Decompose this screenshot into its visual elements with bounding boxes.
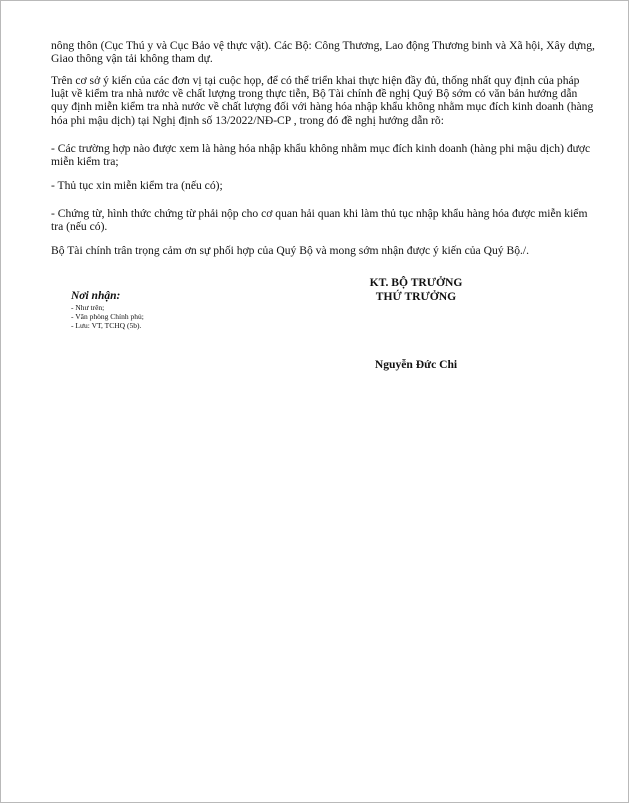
paragraph-item-documents: - Chứng từ, hình thức chứng từ phải nộp cho cơ quan hải quan khi làm thủ tục nhập khẩu hàng hóa được miễn kiểm tra (nếu có). [51, 207, 588, 234]
paragraph-item-cases: - Các trường hợp nào được xem là hàng hóa nhập khẩu không nhằm mục đích kinh doanh (hàng phi mậu dịch) được miễn kiểm tra; [51, 142, 591, 169]
signature-line-1: KT. BỘ TRƯỞNG [369, 276, 463, 289]
recipients-label: Nơi nhận: [71, 290, 121, 302]
paragraph-closing: Bộ Tài chính trân trọng cảm ơn sự phối hợp của Quý Bộ và mong sớm nhận được ý kiến của Quý Bộ./. [51, 244, 530, 257]
recipient-item: - Văn phòng Chính phủ; [71, 312, 231, 321]
signer-name: Nguyễn Đức Chi [374, 358, 458, 371]
recipients-list [71, 303, 231, 330]
recipient-item: - Lưu: VT, TCHQ (5b). [71, 321, 231, 330]
signature-line-2: THỨ TRƯỞNG [375, 289, 457, 303]
recipient-item: - Như trên; [71, 303, 231, 312]
recipients-block [71, 290, 231, 330]
signature-title [331, 276, 501, 303]
paragraph-item-procedure: - Thủ tục xin miễn kiểm tra (nếu có); [51, 179, 223, 192]
paragraph-attendees: nông thôn (Cục Thú y và Cục Bảo vệ thực vật). Các Bộ: Công Thương, Lao động Thương binh và Xã hội, Xây dựng, Giao thông vận tải không tham dự. [51, 39, 595, 66]
paragraph-request: Trên cơ sở ý kiến của các đơn vị tại cuộc họp, để có thể triển khai thực hiện đầy đủ, thống nhất quy định của pháp luật về kiểm tra nhà nước về chất lượng trong thực tiễn, Bộ Tài chính đề nghị Quý Bộ sớm có văn bản hướng dẫn quy định miễn kiểm tra nhà nước về chất lượng đối với hàng hóa nhập khẩu không nhằm mục đích kinh doanh (hàng hóa phi mậu dịch) tại Nghị định số 13/2022/NĐ-CP , trong đó đề nghị hướng dẫn rõ: [51, 74, 594, 127]
